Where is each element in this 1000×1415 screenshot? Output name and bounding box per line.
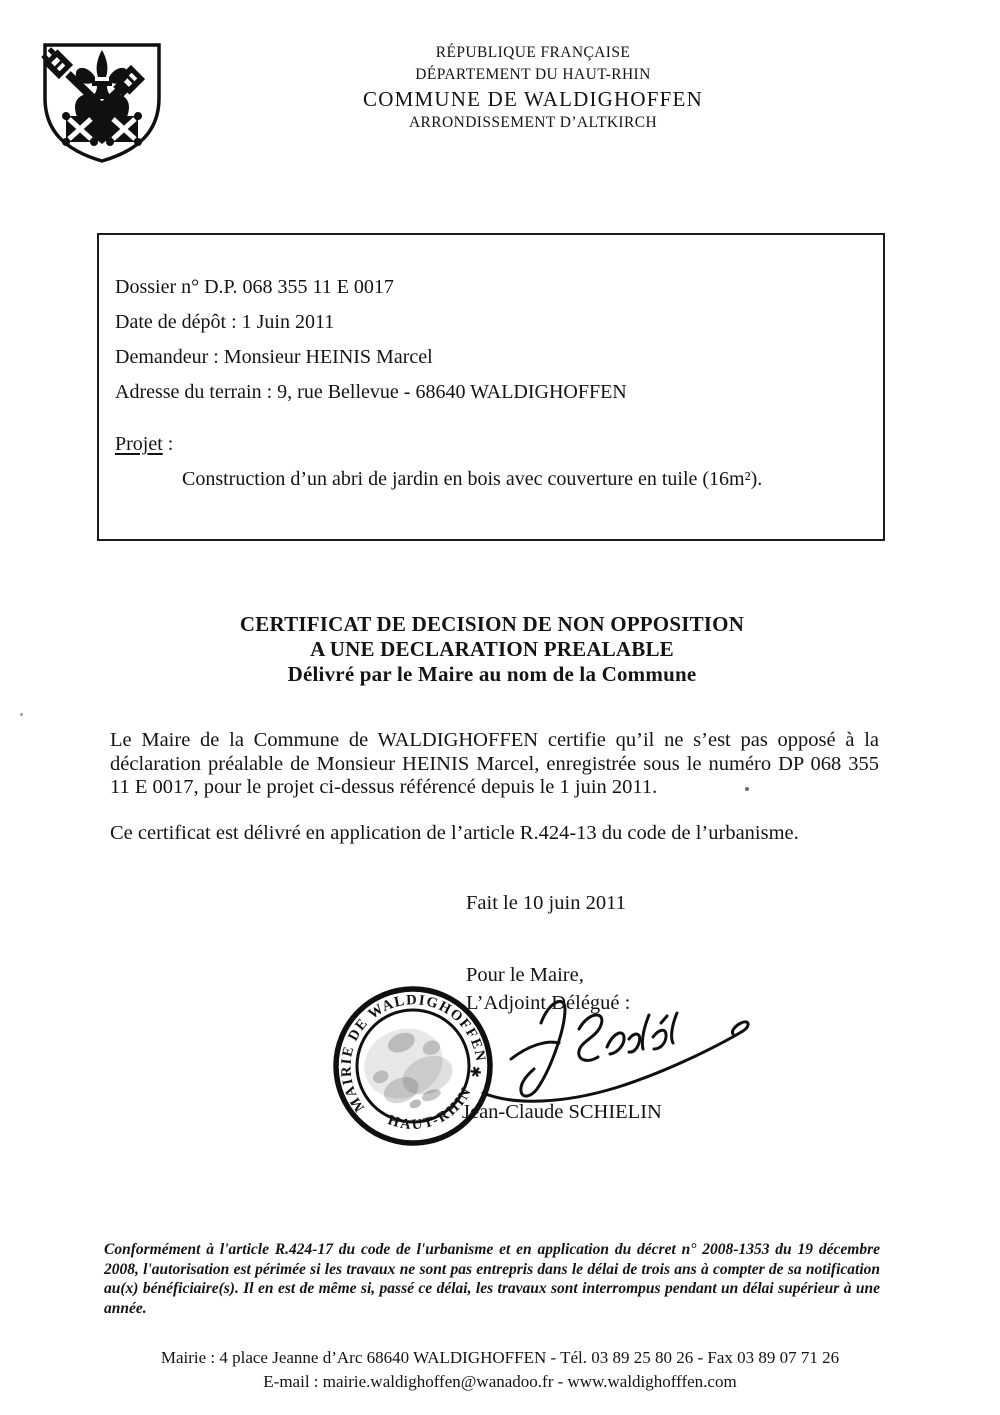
- adresse-terrain: Adresse du terrain : 9, rue Bellevue - 68640 WALDIGHOFFEN: [115, 381, 627, 403]
- footer-address-phone: Mairie : 4 place Jeanne d’Arc 68640 WALDIGHOFFEN - Tél. 03 89 25 80 26 - Fax 03 89 07 71 26: [160, 1348, 840, 1367]
- certificate-title-line1: CERTIFICAT DE DECISION DE NON OPPOSITION: [239, 612, 745, 636]
- scan-speck: [745, 787, 749, 791]
- letterhead: [166, 42, 900, 134]
- dossier-info-box: [97, 233, 885, 541]
- projet-label: Projet :: [115, 433, 174, 455]
- application-paragraph: Ce certificat est délivré en application de l’article R.424-13 du code de l’urbanisme.: [110, 822, 799, 844]
- stamp-star-icon: ✱: [468, 1064, 485, 1083]
- certificate-title-line3: Délivré par le Maire au nom de la Commune: [287, 662, 697, 686]
- stamp-text-top: MAIRIE DE WALDIGHOFFEN: [338, 992, 489, 1115]
- handwritten-signature-icon: [455, 985, 765, 1125]
- fait-le-date: Fait le 10 juin 2011: [466, 892, 626, 914]
- legal-notice: Conformément à l'article R.424-17 du code de l'urbanisme et en application du décret n° 2008-1353 du 19 décembre 2008, l'autorisation est périmée si les travaux ne sont pas entrepris dans le délai de trois ans à compter de sa notification au(x) bénéficiaire(s). Il en est de même si, passé ce délai, les travaux sont interrompus pendant un délai supérieur à une année.: [104, 1241, 880, 1317]
- stamp-text-bottom: HAUT-RHIN: [385, 1083, 476, 1134]
- footer-email-web: E-mail : mairie.waldighoffen@wanadoo.fr - www.waldighofffen.com: [263, 1372, 737, 1391]
- waldighoffen-crest-icon: [38, 40, 166, 164]
- letterhead-departement: DÉPARTEMENT DU HAUT-RHIN: [415, 66, 651, 83]
- projet-description: Construction d’un abri de jardin en bois avec couverture en tuile (16m²).: [182, 468, 763, 490]
- demandeur: Demandeur : Monsieur HEINIS Marcel: [115, 346, 433, 368]
- letterhead-commune: COMMUNE DE WALDIGHOFFEN: [363, 87, 703, 111]
- signatory-name: Jean-Claude SCHIELIN: [462, 1101, 662, 1123]
- certification-paragraph: Le Maire de la Commune de WALDIGHOFFEN certifie qu’il ne s’est pas opposé à la déclaration préalable de Monsieur HEINIS Marcel, enregistrée sous le numéro DP 068 355 11 E 0017, pour le projet ci-dessus référencé depuis le 1 juin 2011.: [110, 729, 879, 798]
- pour-le-maire: Pour le Maire,: [466, 964, 584, 986]
- certificate-title: [97, 612, 887, 687]
- dossier-number: Dossier n° D.P. 068 355 11 E 0017: [115, 276, 394, 298]
- certificate-title-line2: A UNE DECLARATION PREALABLE: [310, 637, 674, 661]
- date-depot: Date de dépôt : 1 Juin 2011: [115, 311, 335, 333]
- round-mayor-stamp-icon: [328, 981, 498, 1151]
- letterhead-republique: RÉPUBLIQUE FRANÇAISE: [435, 44, 631, 61]
- adjoint-delegue: L’Adjoint Délégué :: [466, 992, 631, 1014]
- footer-contact: [0, 1346, 1000, 1394]
- scan-speck: [20, 713, 23, 716]
- letterhead-arrondissement: ARRONDISSEMENT D’ALTKIRCH: [408, 114, 658, 131]
